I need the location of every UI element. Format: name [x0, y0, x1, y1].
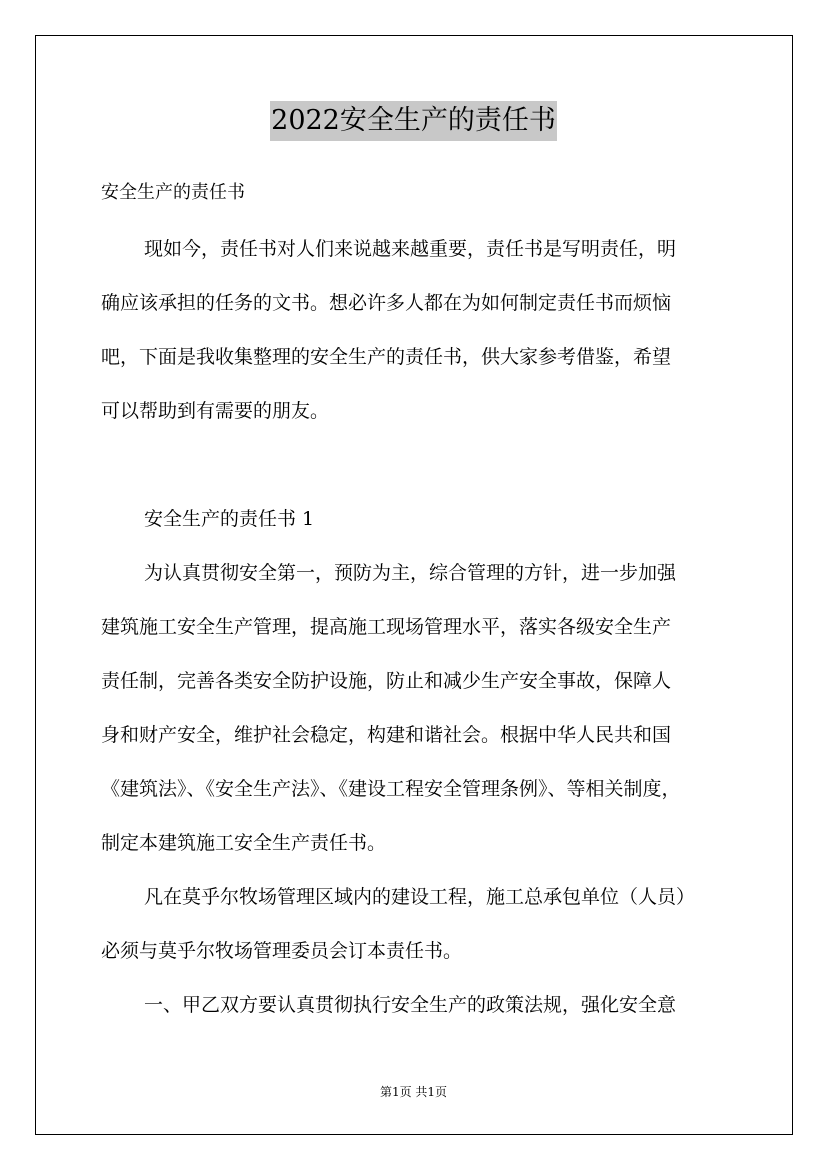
document-subtitle: 安全生产的责任书: [101, 182, 245, 203]
section-heading: 安全生产的责任书 1: [144, 508, 315, 530]
paragraph-line: 为认真贯彻安全第一，预防为主，综合管理的方针，进一步加强: [144, 562, 677, 584]
document-title: 2022安全生产的责任书: [270, 101, 557, 141]
title-container: [0, 101, 827, 141]
paragraph-line: 必须与莫乎尔牧场管理委员会订本责任书。: [101, 940, 463, 962]
paragraph-line: 可以帮助到有需要的朋友。: [101, 400, 330, 422]
paragraph-line: 凡在莫乎尔牧场管理区域内的建设工程，施工总承包单位（人员）: [144, 886, 696, 908]
paragraph-line: 现如今，责任书对人们来说越来越重要，责任书是写明责任，明: [144, 238, 677, 260]
paragraph-line: 建筑施工安全生产管理，提高施工现场管理水平，落实各级安全生产: [101, 616, 672, 638]
paragraph-line: 《建筑法》、《安全生产法》、《建设工程安全管理条例》、等相关制度，: [101, 778, 681, 800]
paragraph-line: 制定本建筑施工安全生产责任书。: [101, 832, 387, 854]
page-footer: 第1页 共1页: [379, 1085, 448, 1099]
paragraph-line: 身和财产安全，维护社会稳定，构建和谐社会。根据中华人民共和国: [101, 724, 672, 746]
paragraph-line: 确应该承担的任务的文书。想必许多人都在为如何制定责任书而烦恼: [101, 292, 672, 314]
paragraph-line: 责任制，完善各类安全防护设施，防止和减少生产安全事故，保障人: [101, 670, 672, 692]
paragraph-line: 吧，下面是我收集整理的安全生产的责任书，供大家参考借鉴，希望: [101, 346, 672, 368]
paragraph-line: 一、甲乙双方要认真贯彻执行安全生产的政策法规，强化安全意: [144, 994, 677, 1016]
